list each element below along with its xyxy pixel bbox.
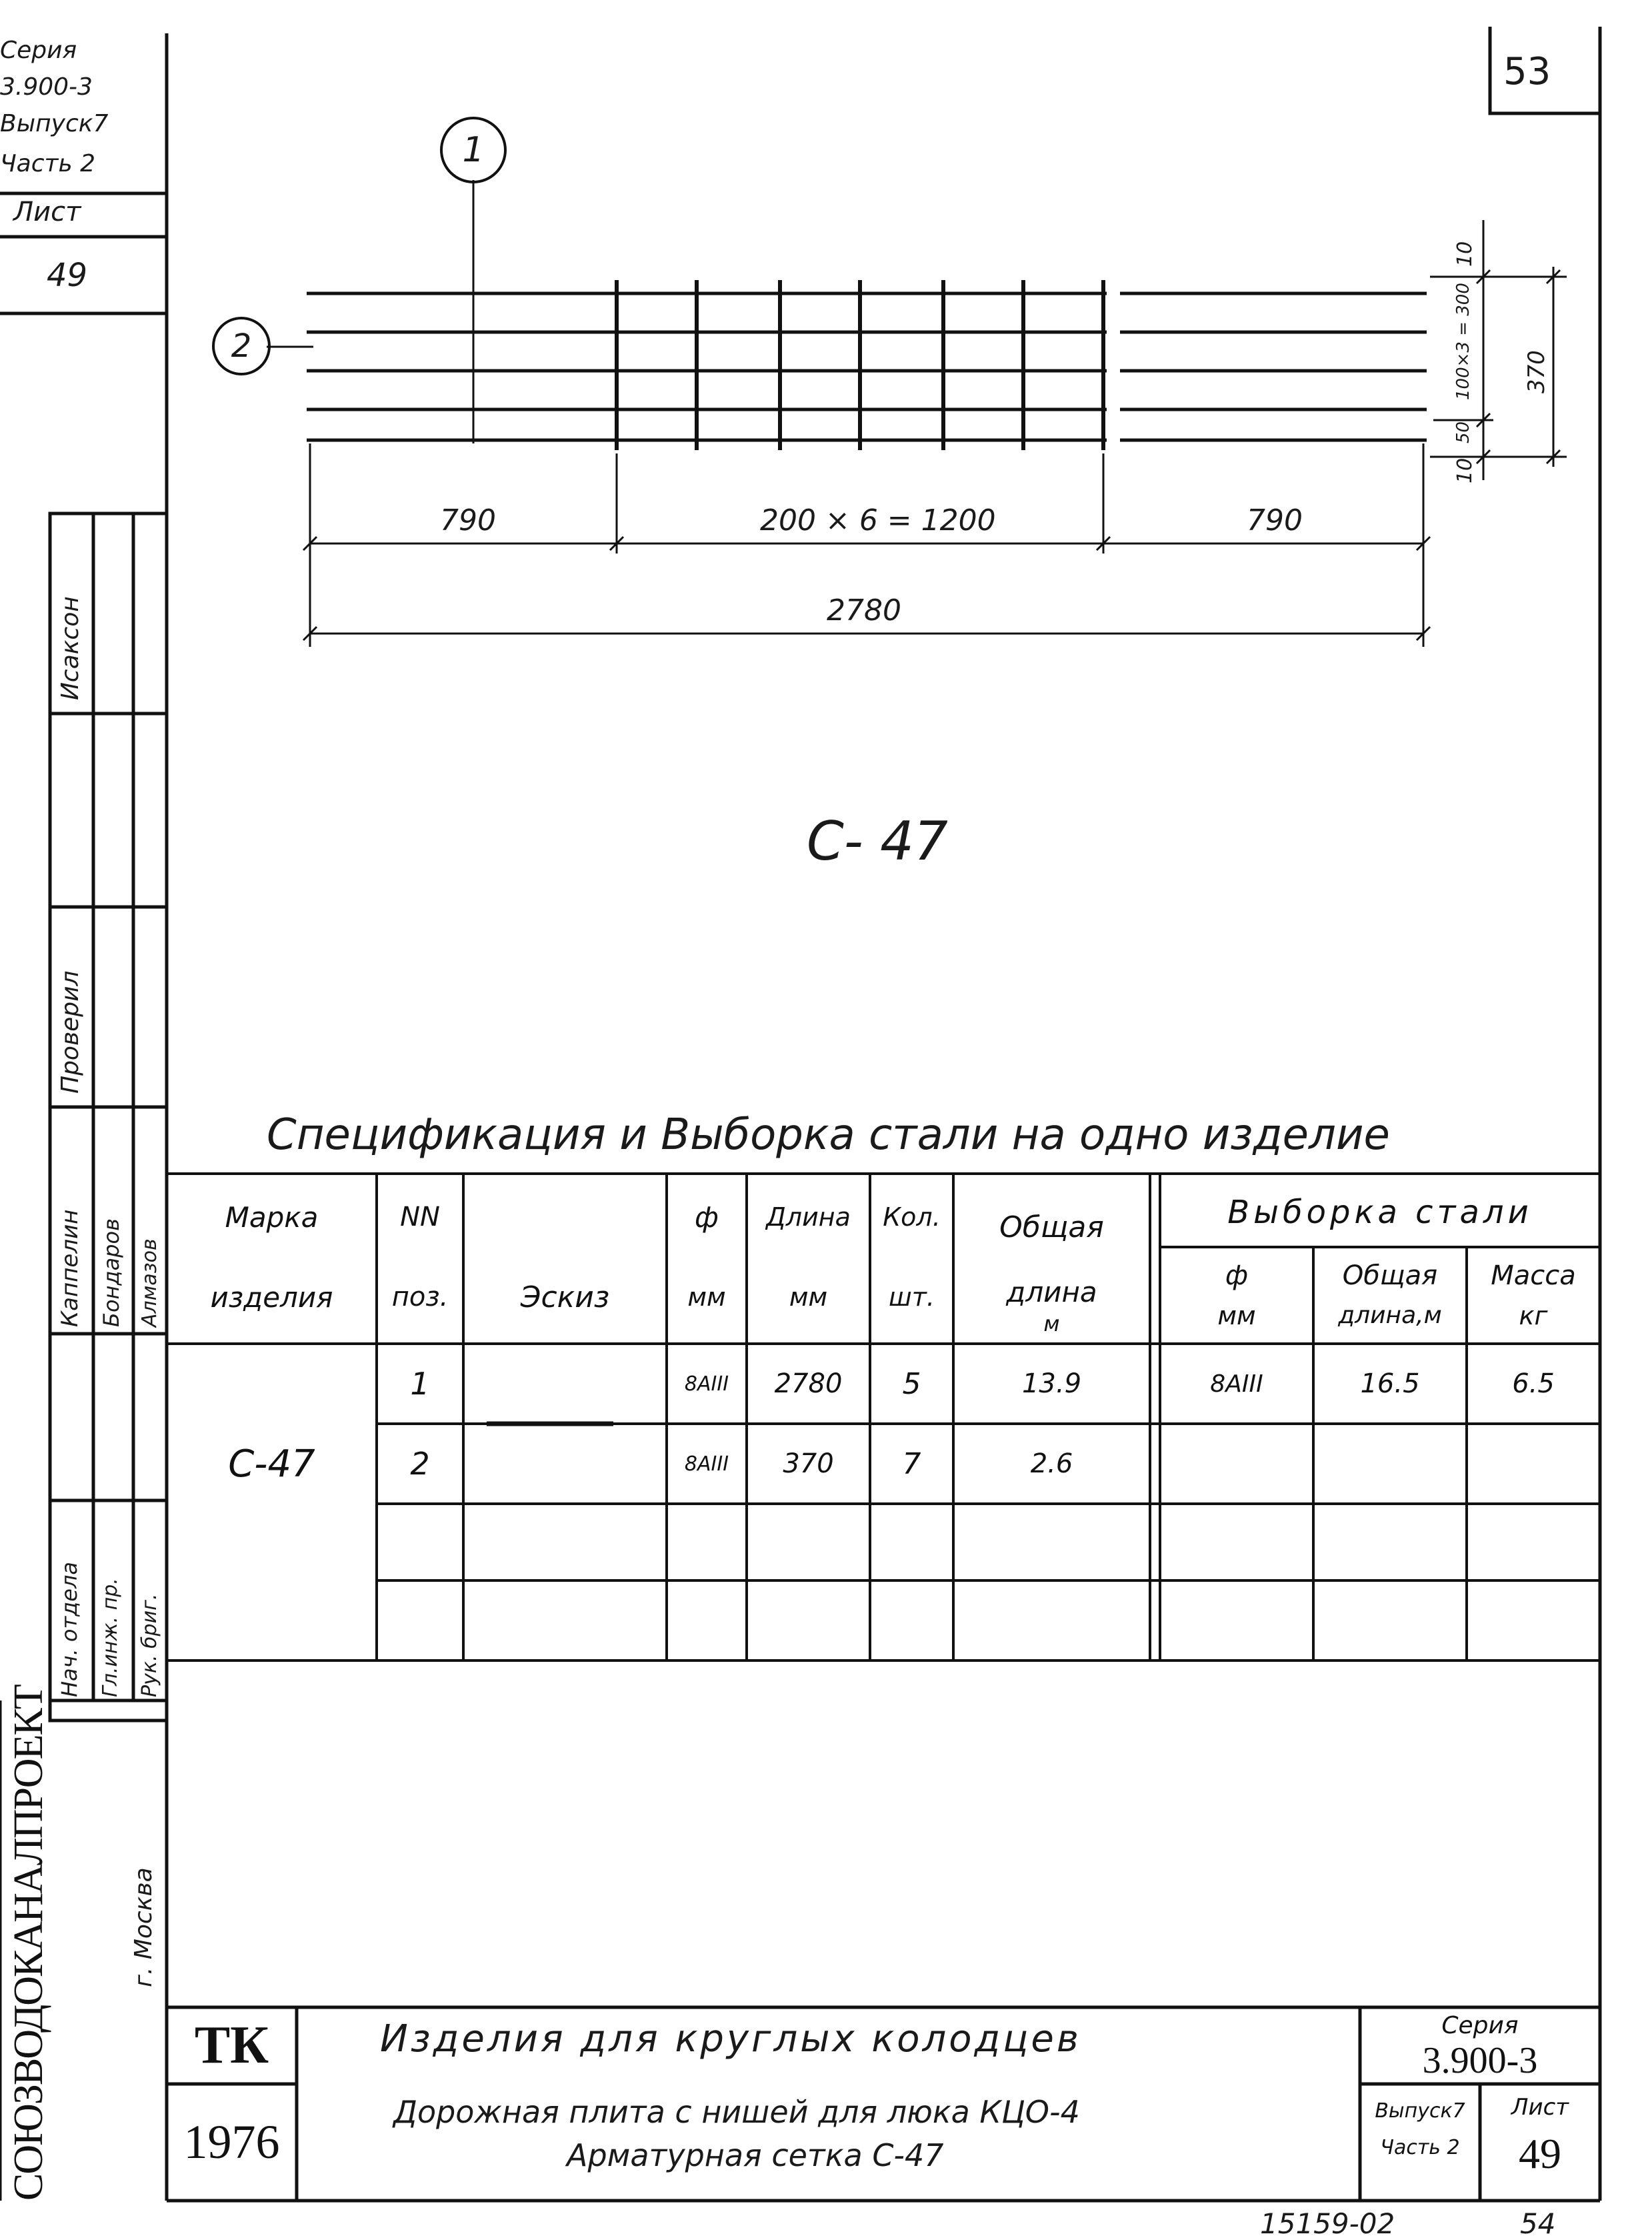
spec-mark: С-47 xyxy=(228,1442,315,1486)
tb-tk: ТК xyxy=(194,2016,269,2075)
hdr-sel-len-top: Общая xyxy=(1342,1260,1438,1291)
corner-part: Часть 2 xyxy=(0,150,96,177)
name-2: Бондаров xyxy=(99,1218,124,1327)
page-number: 53 xyxy=(1503,50,1551,93)
hdr-total-mid: длина xyxy=(1006,1275,1097,1308)
tb-issue: Выпуск7 xyxy=(1375,2099,1465,2123)
tb-series-value: 3.900-3 xyxy=(1422,2040,1538,2081)
hdr-qty-top: Кол. xyxy=(883,1202,941,1232)
hdr-sketch: Эскиз xyxy=(520,1280,610,1314)
hdr-dia-bottom: мм xyxy=(687,1282,726,1312)
hdr-sel-mass-top: Масса xyxy=(1491,1260,1576,1291)
dim-right: 790 xyxy=(1247,503,1303,537)
hdr-sel-len-bottom: длина,м xyxy=(1338,1302,1442,1329)
role-chief: Гл.инж. пр. xyxy=(99,1578,122,1697)
org-stamp: СОЮЗВОДОКАНАЛПРОЕКТ xyxy=(6,1685,51,2201)
corner-sheet-value: 49 xyxy=(47,257,88,294)
callout-1 xyxy=(440,117,507,183)
selection-total-length: 16.5 xyxy=(1360,1368,1420,1399)
corner-series-value: 3.900-3 xyxy=(0,73,93,101)
tb-line1: Изделия для круглых колодцев xyxy=(380,2017,1081,2061)
hdr-length-top: Длина xyxy=(766,1202,851,1232)
tb-part: Часть 2 xyxy=(1380,2135,1460,2159)
hdr-length-bottom: мм xyxy=(789,1282,828,1312)
tb-line2: Дорожная плита с нишей для люка КЦО-4 xyxy=(393,2094,1080,2130)
city-label: г. Москва xyxy=(130,1867,157,1987)
tb-sheet-value: 49 xyxy=(1519,2130,1561,2177)
hdr-sel-dia-bottom: мм xyxy=(1217,1300,1256,1330)
name-1: Каппелин xyxy=(57,1209,83,1327)
checked-label: Проверил xyxy=(57,970,84,1094)
row-1-pos: 1 xyxy=(410,1366,430,1402)
hdr-pos-top: NN xyxy=(400,1202,440,1232)
mark-title: С- 47 xyxy=(807,810,948,872)
row-1-length: 2780 xyxy=(774,1368,843,1399)
row-2-total: 2.6 xyxy=(1030,1448,1073,1479)
callout-2 xyxy=(212,317,271,375)
row-1-dia: 8АIII xyxy=(684,1372,729,1396)
row-2-qty: 7 xyxy=(902,1446,921,1481)
selection-dia: 8АIII xyxy=(1210,1370,1263,1398)
dim-bottom-spacing: 50 xyxy=(1453,421,1473,443)
corner-series-label: Серия xyxy=(0,37,77,64)
dim-total: 2780 xyxy=(827,594,901,628)
row-2-pos: 2 xyxy=(410,1446,430,1482)
footer-page: 54 xyxy=(1520,2207,1556,2240)
tb-series-label: Серия xyxy=(1441,2012,1519,2039)
row-1-qty: 5 xyxy=(902,1366,921,1401)
tb-year: 1976 xyxy=(183,2115,280,2169)
hdr-mark-bottom: изделия xyxy=(210,1280,333,1314)
dim-middle: 200 × 6 = 1200 xyxy=(760,503,996,537)
callout-2-label: 2 xyxy=(231,327,252,365)
hdr-mark-top: Марка xyxy=(225,1200,319,1234)
corner-sheet-label: Лист xyxy=(13,197,81,227)
hdr-qty-bottom: шт. xyxy=(889,1282,935,1312)
tb-sheet-label: Лист xyxy=(1511,2094,1569,2121)
tb-line3: Арматурная сетка С-47 xyxy=(567,2137,944,2173)
author-name: Исаксон xyxy=(57,596,84,700)
hdr-dia-top: ф xyxy=(695,1200,719,1234)
corner-issue: Выпуск7 xyxy=(0,110,109,137)
role-lead: Рук. бриг. xyxy=(138,1593,161,1697)
row-2-length: 370 xyxy=(783,1448,834,1479)
hdr-total-bottom: м xyxy=(1043,1311,1060,1336)
spec-title: Спецификация и Выборка стали на одно изделие xyxy=(267,1110,1390,1160)
hdr-total-top: Общая xyxy=(999,1210,1104,1244)
name-3: Алмазов xyxy=(138,1238,161,1327)
row-2-dia: 8АIII xyxy=(684,1452,729,1476)
footer-code: 15159-02 xyxy=(1260,2207,1395,2240)
dim-top-gap: 10 xyxy=(1453,241,1477,267)
role-head: Нач. отдела xyxy=(57,1561,82,1697)
selection-mass: 6.5 xyxy=(1512,1368,1555,1399)
callout-1-label: 1 xyxy=(462,130,485,170)
row-1-total: 13.9 xyxy=(1021,1368,1082,1399)
dim-left: 790 xyxy=(440,503,496,537)
hdr-sel-mass-bottom: кг xyxy=(1519,1300,1548,1330)
dim-mid-spacing: 100×3 = 300 xyxy=(1453,283,1473,400)
hdr-sel-dia-top: ф xyxy=(1225,1260,1249,1291)
hdr-pos-bottom: поз. xyxy=(391,1282,449,1312)
hdr-selection: Выборка стали xyxy=(1227,1193,1533,1231)
dim-height: 370 xyxy=(1523,350,1550,393)
dim-bottom-gap: 10 xyxy=(1453,457,1477,483)
